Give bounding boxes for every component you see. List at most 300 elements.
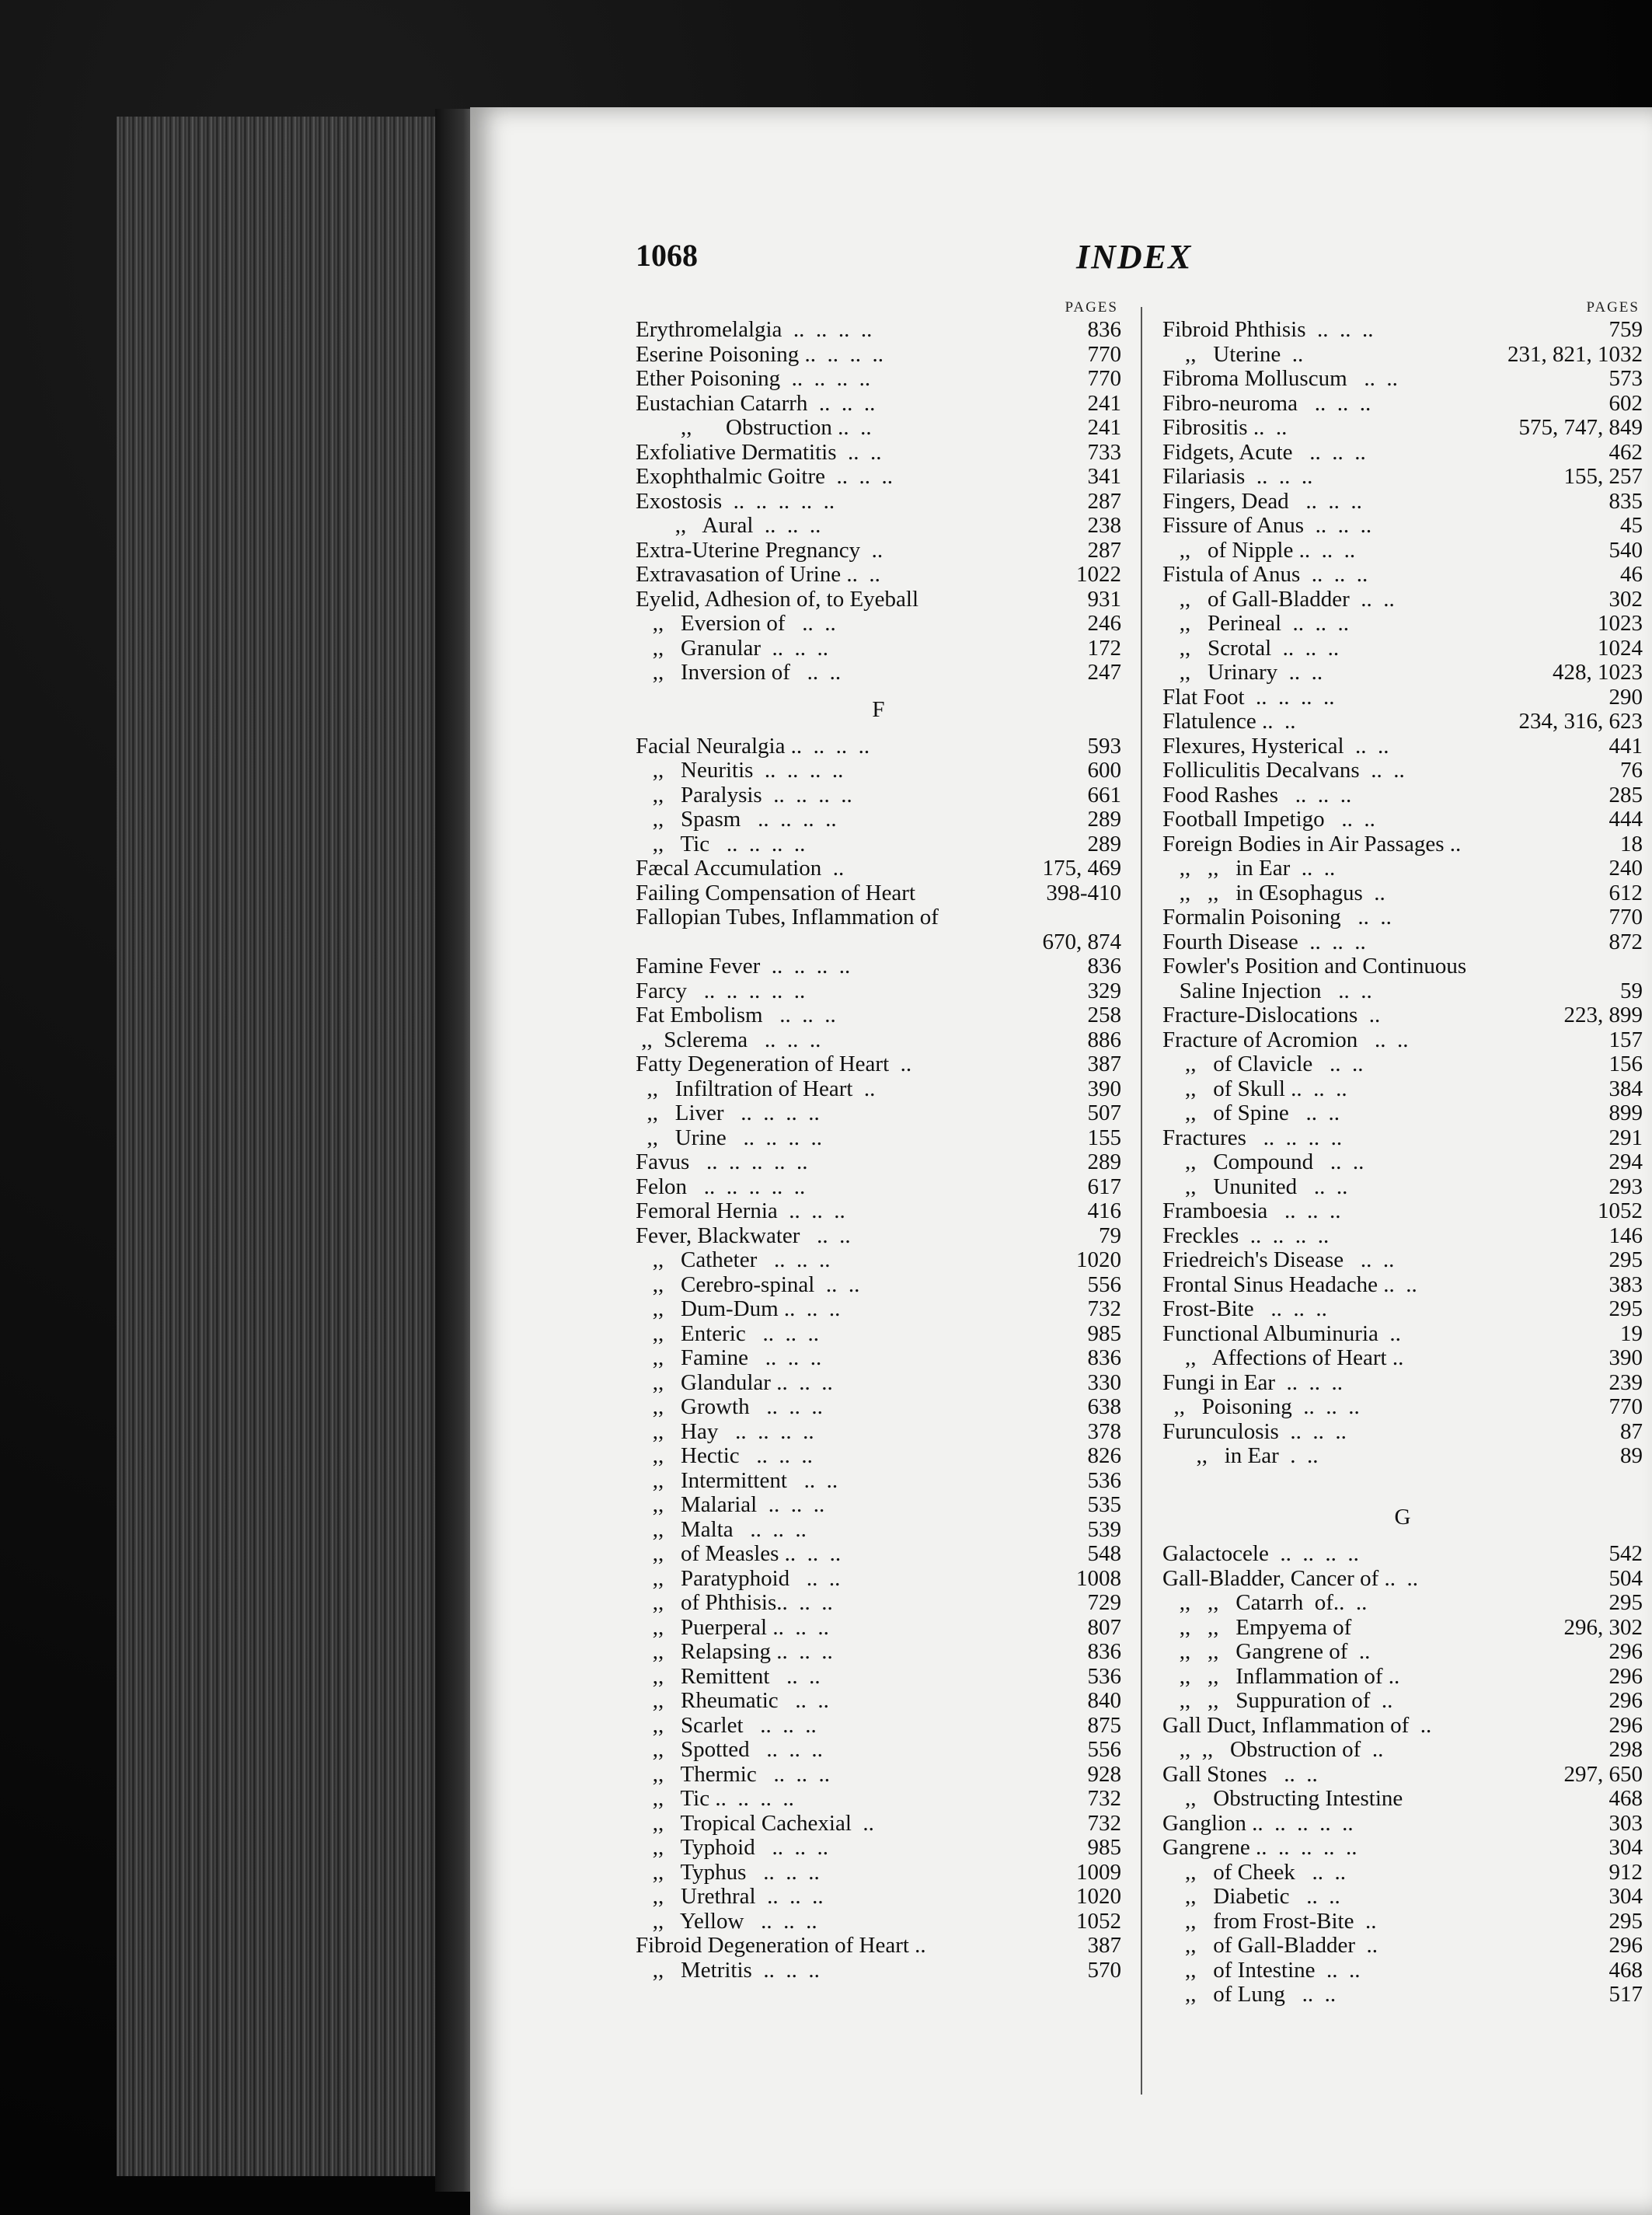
index-entry (636, 441, 1121, 466)
page-reference: 770 (1087, 366, 1121, 391)
index-term: Extra-Uterine Pregnancy .. (636, 537, 884, 563)
index-term: ,, Typhus .. .. .. (636, 1859, 820, 1885)
index-term: ,, Sclerema .. .. .. (636, 1027, 821, 1052)
page-reference: 912 (1608, 1859, 1643, 1885)
page-reference: 289 (1087, 831, 1121, 856)
index-term: ,, Relapsing .. .. .. (636, 1639, 833, 1664)
index-entry (636, 539, 1121, 563)
index-entry (636, 1346, 1121, 1371)
index-term: Filariasis .. .. .. (1162, 464, 1313, 489)
index-term: Fissure of Anus .. .. .. (1162, 513, 1372, 538)
page-reference: 387 (1087, 1933, 1121, 1958)
page-reference: 294 (1608, 1149, 1643, 1174)
index-term: Ganglion .. .. .. .. .. (1162, 1810, 1354, 1836)
page-reference: 295 (1608, 1296, 1643, 1321)
index-term: ,, Paralysis .. .. .. .. (636, 782, 852, 808)
page-reference: 87 (1620, 1418, 1643, 1444)
index-entry (1162, 588, 1643, 612)
page-reference: 59 (1620, 978, 1643, 1003)
page-reference: 378 (1087, 1418, 1121, 1444)
index-entry (1162, 1028, 1643, 1053)
index-entry (1162, 930, 1643, 955)
index-entry (636, 1542, 1121, 1567)
index-entry (1162, 710, 1643, 734)
index-term: Erythromelalgia .. .. .. .. (636, 317, 873, 342)
index-term: ,, Intermittent .. .. (636, 1467, 838, 1493)
index-entry (1162, 1101, 1643, 1126)
index-entry (636, 1297, 1121, 1322)
index-term: Frost-Bite .. .. .. (1162, 1296, 1327, 1321)
page-reference: 535 (1087, 1492, 1121, 1517)
index-entry (1162, 1959, 1643, 1983)
index-term: Fat Embolism .. .. .. (636, 1003, 836, 1027)
page-reference: 617 (1087, 1174, 1121, 1199)
page-reference: 155, 257 (1563, 464, 1643, 489)
page-reference: 241 (1087, 390, 1121, 416)
index-term: Femoral Hernia .. .. .. (636, 1198, 845, 1223)
index-term: ,, of Clavicle .. .. (1162, 1052, 1364, 1076)
index-entry (1162, 1738, 1643, 1763)
index-entry (636, 905, 1121, 930)
index-term: ,, of Spine .. .. (1162, 1101, 1340, 1125)
page-reference: 295 (1608, 1908, 1643, 1934)
index-entry (636, 1518, 1121, 1543)
page-reference: 600 (1087, 758, 1121, 783)
page-reference: 770 (1608, 1394, 1643, 1419)
index-term: ,, Ununited .. .. (1162, 1174, 1348, 1199)
page-reference: 390 (1087, 1076, 1121, 1101)
page-reference: 556 (1087, 1271, 1121, 1297)
page-reference: 155 (1087, 1125, 1121, 1150)
page-reference: 661 (1087, 782, 1121, 808)
index-term: Famine Fever .. .. .. .. (636, 954, 851, 978)
index-term: Fibroid Phthisis .. .. .. (1162, 317, 1374, 342)
page-reference: 931 (1087, 586, 1121, 612)
index-entry (1162, 1689, 1643, 1714)
page-reference: 570 (1087, 1957, 1121, 1983)
column-divider (1141, 307, 1142, 2095)
index-term: Flat Foot .. .. .. .. (1162, 684, 1335, 710)
page-reference: 826 (1087, 1443, 1121, 1468)
index-entry (636, 1493, 1121, 1518)
page-reference: 329 (1087, 978, 1121, 1003)
index-entry (1162, 1812, 1643, 1837)
page-reference: 295 (1608, 1247, 1643, 1272)
page-reference: 240 (1608, 856, 1643, 881)
index-entry (636, 1052, 1121, 1077)
index-term: ,, Yellow .. .. .. (636, 1908, 817, 1934)
page-reference: 928 (1087, 1761, 1121, 1787)
page-reference: 507 (1087, 1101, 1121, 1125)
page-reference: 1009 (1076, 1859, 1121, 1885)
index-term: Fracture-Dislocations .. (1162, 1003, 1381, 1027)
page-reference: 234, 316, 623 (1518, 709, 1643, 734)
index-term: Exophthalmic Goitre .. .. .. (636, 464, 894, 489)
page-reference: 291 (1608, 1125, 1643, 1150)
page-reference: 175, 469 (1042, 856, 1121, 881)
index-entry (636, 1714, 1121, 1739)
index-term: ,, ,, in Ear .. .. (1162, 856, 1336, 881)
index-entry (636, 1861, 1121, 1885)
page-reference: 285 (1608, 782, 1643, 808)
index-term: ,, Hay .. .. .. .. (636, 1418, 814, 1444)
index-term: ,, Urine .. .. .. .. (636, 1125, 823, 1150)
page-reference: 296 (1608, 1663, 1643, 1689)
page-reference: 303 (1608, 1810, 1643, 1836)
index-term: ,, Metritis .. .. .. (636, 1957, 820, 1983)
index-term: ,, Dum-Dum .. .. .. (636, 1296, 841, 1321)
page-reference: 875 (1087, 1712, 1121, 1738)
index-entry (636, 318, 1121, 343)
index-term: ,, Diabetic .. .. (1162, 1884, 1340, 1909)
index-entry (1162, 1003, 1643, 1028)
index-entry (636, 1175, 1121, 1200)
index-term: ,, Aural .. .. .. (636, 513, 821, 538)
index-entry (636, 1150, 1121, 1175)
page-reference: 836 (1087, 1345, 1121, 1370)
index-term: ,, Urethral .. .. .. (636, 1884, 824, 1909)
index-entry (636, 1126, 1121, 1151)
index-term: ,, Paratyphoid .. .. (636, 1565, 841, 1591)
page-reference: 1052 (1076, 1908, 1121, 1934)
index-entry (1162, 514, 1643, 539)
index-term: Favus .. .. .. .. .. (636, 1149, 808, 1174)
page-reference: 840 (1087, 1688, 1121, 1713)
index-term: Football Impetigo .. .. (1162, 807, 1375, 832)
index-entry (1162, 1199, 1643, 1224)
index-entry (1162, 1983, 1643, 2007)
index-term: ,, of Gall-Bladder .. .. (1162, 586, 1395, 612)
index-entry (636, 1028, 1121, 1053)
index-term: Fever, Blackwater .. .. (636, 1223, 851, 1248)
page-reference: 441 (1608, 733, 1643, 759)
page-reference: 46 (1620, 562, 1643, 587)
index-term: Framboesia .. .. .. (1162, 1198, 1341, 1223)
page-reference: 444 (1608, 807, 1643, 832)
spacer (1162, 1469, 1643, 1494)
page-reference: 79 (1099, 1223, 1121, 1248)
index-entry (1162, 1346, 1643, 1371)
index-entry (636, 1763, 1121, 1788)
index-term: Foreign Bodies in Air Passages .. (1162, 831, 1462, 856)
index-term: Gall Duct, Inflammation of .. (1162, 1712, 1432, 1738)
index-entry (1162, 318, 1643, 343)
page-reference: 807 (1087, 1614, 1121, 1640)
index-term: Fatty Degeneration of Heart .. (636, 1052, 912, 1076)
index-entry (1162, 734, 1643, 759)
page-reference: 517 (1608, 1982, 1643, 2007)
index-term: ,, Thermic .. .. .. (636, 1761, 830, 1787)
index-term: ,, Perineal .. .. .. (1162, 611, 1350, 636)
page-reference: 542 (1608, 1541, 1643, 1566)
page-reference: 732 (1087, 1786, 1121, 1811)
index-entry (636, 856, 1121, 881)
index-term: ,, Rheumatic .. .. (636, 1688, 829, 1713)
page-reference: 156 (1608, 1052, 1643, 1076)
index-entry (1162, 1591, 1643, 1616)
index-entry (1162, 490, 1643, 515)
index-term: Eyelid, Adhesion of, to Eyeball (636, 586, 919, 612)
index-entry (1162, 1297, 1643, 1322)
section-letter: G (1394, 1505, 1411, 1530)
page-reference: 258 (1087, 1003, 1121, 1027)
index-entry (636, 1469, 1121, 1494)
index-term: Flexures, Hysterical .. .. (1162, 733, 1389, 759)
index-term: ,, Remittent .. .. (636, 1663, 821, 1689)
pages-column-label: PAGES (1065, 299, 1118, 316)
page-reference: 985 (1087, 1320, 1121, 1346)
page-reference: 238 (1087, 513, 1121, 538)
index-term: ,, in Ear . .. (1162, 1443, 1319, 1468)
pages-column-label: PAGES (1586, 299, 1640, 316)
page-reference: 416 (1087, 1198, 1121, 1223)
index-term: ,, of Lung .. .. (1162, 1982, 1337, 2007)
index-term: Furunculosis .. .. .. (1162, 1418, 1347, 1444)
index-entry (1162, 539, 1643, 563)
index-term: ,, Uterine .. (1162, 341, 1304, 367)
index-entry (636, 1959, 1121, 1983)
index-term: Eustachian Catarrh .. .. .. (636, 390, 876, 416)
index-entry (636, 1836, 1121, 1861)
page-reference: 296, 302 (1563, 1614, 1643, 1640)
index-term: ,, ,, Suppuration of .. (1162, 1688, 1393, 1713)
index-entry (1162, 1836, 1643, 1861)
index-term: Facial Neuralgia .. .. .. .. (636, 733, 870, 759)
page-reference: 390 (1608, 1345, 1643, 1370)
index-column-right (1162, 299, 1643, 2007)
index-entry (1162, 1567, 1643, 1592)
index-column-left (636, 299, 1121, 1983)
page-reference: 468 (1608, 1786, 1643, 1811)
index-term: Ether Poisoning .. .. .. .. (636, 366, 871, 391)
index-term: ,, Puerperal .. .. .. (636, 1614, 829, 1640)
index-entry (636, 661, 1121, 685)
index-entry (636, 367, 1121, 392)
index-entry (1162, 1224, 1643, 1249)
index-term: ,, ,, Empyema of (1162, 1614, 1352, 1640)
index-term: ,, Glandular .. .. .. (636, 1369, 833, 1395)
index-entry (636, 1616, 1121, 1641)
index-term: Fourth Disease .. .. .. (1162, 929, 1366, 954)
index-entry (636, 1322, 1121, 1347)
page-reference: 539 (1087, 1516, 1121, 1542)
page-reference: 19 (1620, 1320, 1643, 1346)
page-reference: 733 (1087, 439, 1121, 465)
page-reference: 289 (1087, 1149, 1121, 1174)
index-entry (636, 392, 1121, 417)
index-term: Fibro-neuroma .. .. .. (1162, 390, 1371, 416)
index-entry (1162, 1444, 1643, 1469)
page-reference: 573 (1608, 366, 1643, 391)
index-entry (636, 1934, 1121, 1959)
index-entry (636, 881, 1121, 906)
index-term: Farcy .. .. .. .. .. (636, 978, 806, 1003)
index-term: ,, Infiltration of Heart .. (636, 1076, 876, 1101)
page-reference: 759 (1608, 317, 1643, 342)
index-term: ,, ,, Inflammation of .. (1162, 1663, 1400, 1689)
index-entry (1162, 1273, 1643, 1298)
index-entry (1162, 1714, 1643, 1739)
index-term: Failing Compensation of Heart (636, 880, 916, 905)
index-term: ,, Spasm .. .. .. .. (636, 807, 837, 832)
page-reference: 304 (1608, 1835, 1643, 1860)
page-reference: 287 (1087, 537, 1121, 563)
index-entry (1162, 1420, 1643, 1445)
index-entry (636, 465, 1121, 490)
page-reference: 298 (1608, 1737, 1643, 1762)
index-entry (1162, 392, 1643, 417)
index-entry (1162, 1665, 1643, 1690)
index-term: ,, Obstruction .. .. (636, 415, 872, 440)
page-reference: 556 (1087, 1737, 1121, 1762)
index-entry (636, 1224, 1121, 1249)
index-entry (1162, 1371, 1643, 1396)
index-entry (636, 637, 1121, 661)
page-reference: 223, 899 (1563, 1003, 1643, 1027)
index-term: Fibroid Degeneration of Heart .. (636, 1933, 926, 1958)
index-term: ,, Tic .. .. .. .. (636, 1786, 794, 1811)
index-term: Fæcal Accumulation .. (636, 856, 845, 881)
index-entry (1162, 1885, 1643, 1910)
index-term: ,, from Frost-Bite .. (1162, 1908, 1377, 1934)
page-reference: 732 (1087, 1296, 1121, 1321)
index-term: Fowler's Position and Continuous (1162, 954, 1467, 978)
index-term: ,, Famine .. .. .. (636, 1345, 822, 1370)
index-entry (1162, 881, 1643, 906)
page-reference: 835 (1608, 488, 1643, 514)
index-entry (636, 832, 1121, 857)
index-term: Saline Injection .. .. (1162, 978, 1372, 1003)
index-term: ,, Eversion of .. .. (636, 611, 836, 636)
index-entry (1162, 1126, 1643, 1151)
page-reference: 296 (1608, 1688, 1643, 1713)
index-term: ,, ,, in Œsophagus .. (1162, 880, 1385, 905)
index-term: ,, Malta .. .. .. (636, 1516, 807, 1542)
index-entry (1162, 832, 1643, 857)
index-term: Flatulence .. .. (1162, 709, 1296, 734)
page-reference: 89 (1620, 1443, 1643, 1468)
index-entry (1162, 1934, 1643, 1959)
index-entry (636, 1787, 1121, 1812)
page-reference: 1052 (1598, 1198, 1643, 1223)
index-term: ,, Catheter .. .. .. (636, 1247, 831, 1272)
index-entry (636, 1444, 1121, 1469)
page-reference: 1023 (1598, 611, 1643, 636)
index-entry (636, 1003, 1121, 1028)
page-reference: 302 (1608, 586, 1643, 612)
page-reference: 289 (1087, 807, 1121, 832)
page-reference: 540 (1608, 537, 1643, 563)
index-term: Freckles .. .. .. .. (1162, 1223, 1330, 1248)
index-term: ,, Growth .. .. .. (636, 1394, 823, 1419)
index-term: ,, Scarlet .. .. .. (636, 1712, 817, 1738)
index-term: Folliculitis Decalvans .. .. (1162, 758, 1405, 783)
index-entry (636, 563, 1121, 588)
index-term: ,, of Measles .. .. .. (636, 1541, 842, 1566)
index-entry (636, 588, 1121, 612)
page-reference: 241 (1087, 415, 1121, 440)
index-entry (636, 1420, 1121, 1445)
index-entry (636, 1077, 1121, 1102)
page-number: 1068 (636, 238, 698, 273)
index-term: Friedreich's Disease .. .. (1162, 1247, 1395, 1272)
index-term: Fidgets, Acute .. .. .. (1162, 439, 1366, 465)
index-term: Fistula of Anus .. .. .. (1162, 562, 1368, 587)
page-reference: 1024 (1598, 635, 1643, 661)
page-reference: 732 (1087, 1810, 1121, 1836)
index-entry (636, 783, 1121, 808)
page-reference: 383 (1608, 1271, 1643, 1297)
page-reference: 293 (1608, 1174, 1643, 1199)
page-reference: 18 (1620, 831, 1643, 856)
index-entry (636, 1665, 1121, 1690)
index-term: Fingers, Dead .. .. .. (1162, 488, 1362, 514)
page-reference: 462 (1608, 439, 1643, 465)
index-entry (1162, 1175, 1643, 1200)
page-reference: 504 (1608, 1565, 1643, 1591)
page-reference: 468 (1608, 1957, 1643, 1983)
index-entry (1162, 343, 1643, 368)
index-term: ,, of Skull .. .. .. (1162, 1076, 1347, 1101)
index-term: ,, Scrotal .. .. .. (1162, 635, 1340, 661)
page-reference: 575, 747, 849 (1518, 415, 1643, 440)
page-reference: 45 (1620, 513, 1643, 538)
index-term: ,, of Phthisis.. .. .. (636, 1590, 833, 1615)
page-reference: 76 (1620, 758, 1643, 783)
page-reference: 985 (1087, 1835, 1121, 1860)
index-entry (636, 514, 1121, 539)
index-term: ,, Urinary .. .. (1162, 660, 1323, 685)
index-entry (1162, 808, 1643, 832)
index-term: Gall Stones .. .. (1162, 1761, 1318, 1787)
index-entry (1162, 979, 1643, 1004)
index-entry (1162, 759, 1643, 783)
index-term: ,, ,, Gangrene of .. (1162, 1639, 1371, 1664)
index-term: ,, of Gall-Bladder .. (1162, 1933, 1378, 1958)
index-term: Felon .. .. .. .. .. (636, 1174, 806, 1199)
index-term: Gall-Bladder, Cancer of .. .. (1162, 1565, 1418, 1591)
page-reference: 341 (1087, 464, 1121, 489)
page-reference: 602 (1608, 390, 1643, 416)
index-entry (1162, 905, 1643, 930)
page-reference: 1022 (1076, 562, 1121, 587)
page-reference: 296 (1608, 1639, 1643, 1664)
page-reference: 296 (1608, 1712, 1643, 1738)
index-entry (1162, 612, 1643, 637)
index-term: Galactocele .. .. .. .. (1162, 1541, 1359, 1566)
index-entry (636, 1640, 1121, 1665)
page-reference: 287 (1087, 488, 1121, 514)
index-term: ,, Cerebro-spinal .. .. (636, 1271, 860, 1297)
section-letter: F (872, 696, 885, 722)
index-entry (1162, 637, 1643, 661)
index-term: ,, Poisoning .. .. .. (1162, 1394, 1360, 1419)
page-reference: 593 (1087, 733, 1121, 759)
index-term: ,, Inversion of .. .. (636, 660, 842, 685)
index-entry (1162, 1248, 1643, 1273)
page-reference: 247 (1087, 660, 1121, 685)
index-entry (636, 979, 1121, 1004)
index-entry (1162, 1640, 1643, 1665)
index-term: Gangrene .. .. .. .. .. (1162, 1835, 1357, 1860)
index-entry (1162, 1077, 1643, 1102)
index-term: Fractures .. .. .. .. (1162, 1125, 1343, 1150)
index-entry (1162, 465, 1643, 490)
index-entry (1162, 1052, 1643, 1077)
page-reference: 428, 1023 (1553, 660, 1643, 685)
index-entry (636, 1101, 1121, 1126)
page-reference: 231, 821, 1032 (1507, 341, 1643, 367)
